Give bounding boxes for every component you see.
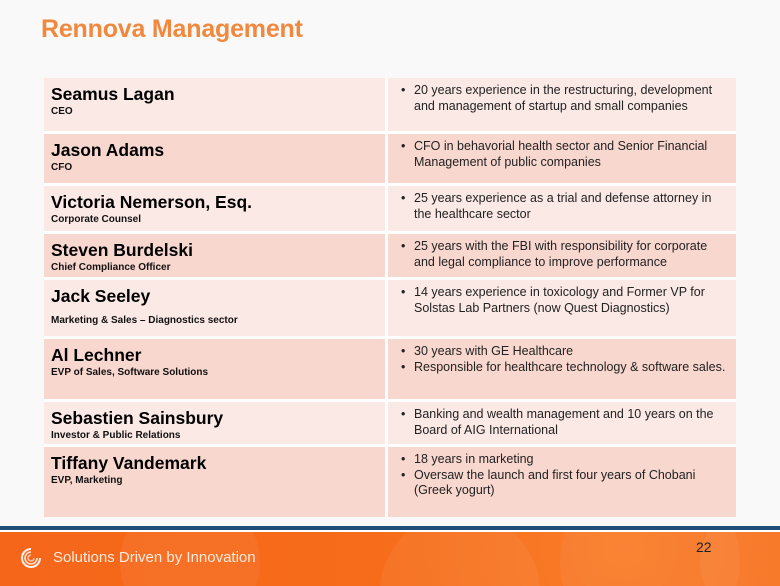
table-row [44,234,736,280]
table-row [44,78,736,134]
table-row [44,186,736,234]
member-name: Steven Burdelski [51,240,193,260]
member-role: Corporate Counsel [51,214,142,225]
member-cell [44,234,388,277]
member-name: Al Lechner [51,345,142,365]
bio-bullet: • CFO in behavorial health sector and Senior Financial Management of public companies [400,139,728,170]
member-role: Investor & Public Relations [51,430,181,441]
member-cell [44,402,388,444]
member-cell [44,280,388,336]
bio-bullet: • 25 years with the FBI with responsibility for corporate and legal compliance to improve performance [400,239,728,270]
table-row [44,134,736,186]
footer-bar [0,532,780,586]
bio-cell [388,402,736,444]
member-name: Seamus Lagan [51,84,175,104]
table-row [44,402,736,447]
bio-bullet: • 20 years experience in the restructuring, development and management of startup and small companies [400,83,728,114]
decorative-circle [380,532,540,586]
member-cell [44,78,388,131]
bio-bullet: • Banking and wealth management and 10 years on the Board of AIG International [400,407,728,438]
bio-bullet: • 18 years in marketing [400,452,728,468]
page-number: 22 [696,539,712,555]
bio-cell [388,447,736,517]
bio-cell [388,280,736,336]
bio-bullet: • 25 years experience as a trial and defense attorney in the healthcare sector [400,191,728,222]
member-cell [44,186,388,231]
management-table [44,78,736,517]
member-role: Marketing & Sales – Diagnostics sector [51,315,238,326]
member-role: EVP of Sales, Software Solutions [51,367,209,378]
bio-cell [388,134,736,183]
bio-cell [388,234,736,277]
member-name: Tiffany Vandemark [51,453,207,473]
member-name: Sebastien Sainsbury [51,408,224,428]
member-cell [44,447,388,517]
member-name: Jack Seeley [51,286,151,306]
bio-cell [388,339,736,399]
swirl-logo-icon [20,547,42,569]
table-row [44,280,736,339]
member-name: Victoria Nemerson, Esq. [51,192,253,212]
member-role: CEO [51,106,73,117]
member-cell [44,134,388,183]
footer-tagline: Solutions Driven by Innovation [53,549,256,566]
bio-cell [388,78,736,131]
bio-cell [388,186,736,231]
decorative-circle [700,532,780,586]
member-role: EVP, Marketing [51,475,123,486]
table-row [44,447,736,517]
member-name: Jason Adams [51,140,165,160]
table-row [44,339,736,402]
page-title: Rennova Management [41,15,303,43]
member-role: CFO [51,162,73,173]
bio-bullet: • Oversaw the launch and first four years of Chobani (Greek yogurt) [400,468,728,499]
bio-bullet: • Responsible for healthcare technology & software sales. [400,360,728,376]
bio-bullet: • 14 years experience in toxicology and Former VP for Solstas Lab Partners (now Quest Diagnostics) [400,285,728,316]
member-role: Chief Compliance Officer [51,262,171,273]
member-cell [44,339,388,399]
bio-bullet: • 30 years with GE Healthcare [400,344,728,360]
